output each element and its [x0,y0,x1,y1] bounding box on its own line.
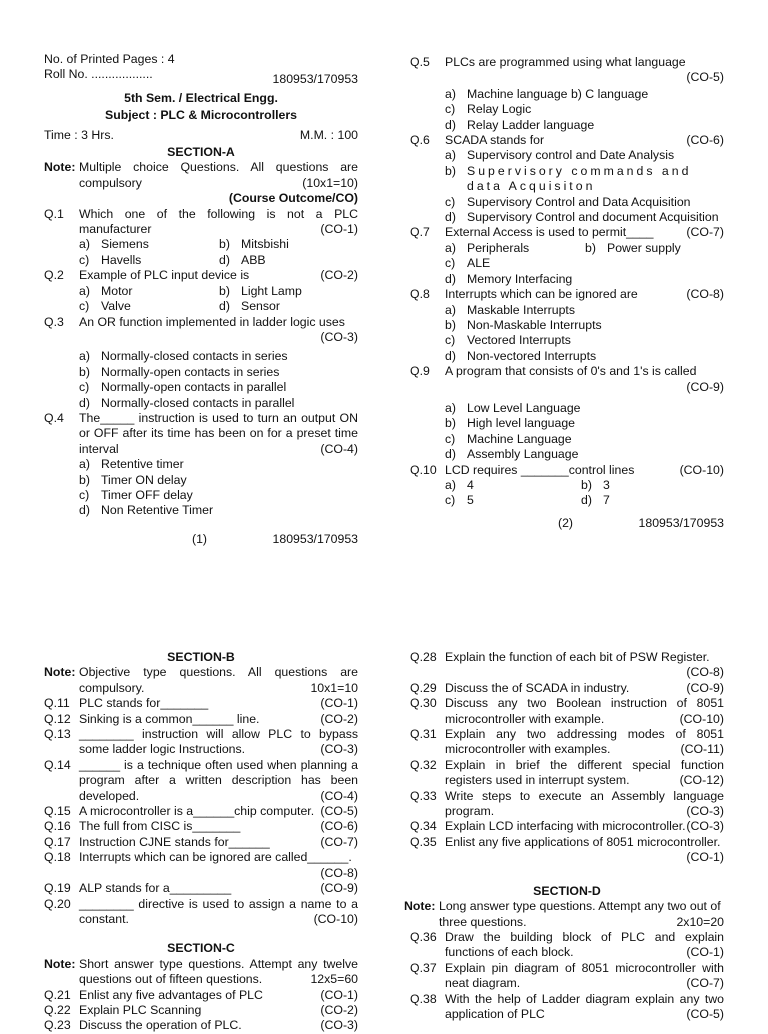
question-text: ______ is a technique often used when planning a program after a written description has been developed. [79,757,358,803]
course-outcome: (Course Outcome/CO) [228,191,358,206]
section-title: SECTION-A [167,145,235,160]
options: a) Retentive timer b) Timer ON delay c) Timer OFF delay d) Non Retentive Timer [79,457,214,518]
section-c-questions [44,988,358,1034]
course-outcome: (CO-8) [320,865,358,880]
question-text: ________ instruction will allow PLC to bypass some ladder logic Instructions. [79,727,358,757]
question-number: Q.18 [44,850,71,865]
options: a) Peripherals b) Power supply c) ALE d) Memory Interfacing [445,240,681,286]
section-d-questions [410,930,724,1022]
question [44,819,358,834]
question-text: Interrupts which can be ignored are called______. [79,850,352,865]
options: a) Siemens b) Mitsbishi c) Havells d) ABB [79,237,289,267]
question-text: With the help of Ladder diagram explain any two application of PLC [445,991,724,1021]
options: a) Motor b) Light Lamp c) Valve d) Sensor [79,283,302,314]
question-number: Q.14 [44,757,71,772]
section-b-title: SECTION-B [167,650,235,664]
subject: Subject : PLC & Microcontrollers [105,108,297,123]
question [410,696,724,727]
course-outcome: (CO-5) [320,804,358,819]
question [44,804,358,819]
question-number: Q.32 [410,757,437,772]
question-number: Q.15 [44,804,71,819]
question-text: PLC stands for_______ [79,696,209,711]
page-number: (1) [192,531,208,546]
question: Q.9 A program that consists of 0's and 1's is called (CO-9) [410,364,724,394]
question-number: Q.36 [410,929,437,944]
section-d-title: SECTION-D [533,883,601,898]
question-text: Enlist any five advantages of PLC [79,987,263,1002]
question-number: Q.28 [410,650,437,664]
question-text: Sinking is a common______ line. [79,711,260,726]
question-number: Q.11 [44,696,70,711]
note: Note: Long answer type questions. Attempt any two out of three questions. 2x10=20 [404,899,724,929]
question-text: Instruction CJNE stands for______ [79,834,270,849]
question-number: Q.33 [410,788,437,803]
question-text: A microcontroller is a______chip computer. [79,804,315,819]
question: Q.7 External Access is used to permit____ (CO-7) [410,225,724,240]
course-outcome: (CO-2) [320,711,358,726]
question-text: Explain PLC Scanning [79,1002,202,1017]
question [44,696,358,711]
time: Time : 3 Hrs. [44,127,114,142]
footer-code: 180953/170953 [272,531,358,546]
roll-no: Roll No. .................. [44,67,153,82]
question [410,789,724,820]
question [410,758,724,789]
course-outcome: (CO-10) [313,911,358,926]
question: Q.6 SCADA stands for (CO-6) [410,133,724,148]
question [410,681,724,696]
question-number: Q.31 [410,727,437,742]
course-outcome: (CO-9) [686,680,724,695]
question-number: Q.12 [44,711,71,726]
course-outcome: (CO-5) [686,1006,724,1021]
page-2: Q.5 PLCs are programmed using what language (CO-5) a) Machine language b) C language c) Relay Logic d) Relay Ladder language Q.6 SCADA stands for (CO-6) a) Supervisory control and Date Analysis b) Supervisory commands and data Acquisiton c) Supervisory Control and Data Acquisition d) Supervisory Control and document Acquisition Q.7 External Access is used to permit____ (CO-7) a) Peripherals b) Power supply c) ALE d) Memory Interfacing Q.8 Interrupts which can be ignored are (CO-8) a) Maskable Interrupts b) Non-Maskable Interrupts c) Vectored Interrupts d) Non-vectored Interrupts Q.9 A program that consists of 0's and 1's is called (CO-9) a) Low Level Language b) High level language c) Machine Language d) Assembly Language Q.10 LCD requires _______control lines (CO-10) a) 4 b) 3 c) 5 d) 7 (2) 180953/170953 [410,55,724,530]
question-text: Enlist any five applications of 8051 microcontroller. [445,834,721,849]
question-text: The full from CISC is_______ [79,819,241,834]
question-number: Q.29 [410,680,437,695]
question-text: Explain LCD interfacing with microcontroller. [445,819,686,834]
question [44,1003,358,1018]
course-outcome: (CO-3) [320,1018,358,1033]
question [44,1018,358,1033]
question: Q.10 LCD requires _______control lines (CO-10) [410,462,724,477]
options: a) Machine language b) C language c) Relay Logic d) Relay Ladder language [445,86,649,132]
question-number: Q.20 [44,896,71,911]
page-footer [410,516,724,531]
course-outcome: (CO-8) [686,665,724,680]
question [44,758,358,804]
question-number: Q.23 [44,1018,71,1033]
question-number: Q.35 [410,834,437,849]
question-text: Draw the building block of PLC and explain functions of each block. [445,929,724,960]
question-number: Q.22 [44,1002,71,1017]
course-outcome: (CO-10) [679,711,724,726]
question-text: Discuss any two Boolean instruction of 8051 microcontroller with example. [445,696,724,726]
course-outcome: (CO-7) [686,976,724,991]
question [410,961,724,992]
question-text: Discuss the of SCADA in industry. [445,680,630,695]
question: Q.1 Which one of the following is not a PLC manufacturer (CO-1) [44,206,358,237]
section-c-questions-cont [410,650,724,866]
options: a) Low Level Language b) High level language c) Machine Language d) Assembly Language [445,400,581,462]
printed-pages: No. of Printed Pages : 4 [44,52,175,66]
course-outcome: (CO-11) [680,742,724,757]
question-number: Q.37 [410,960,437,975]
question [410,835,724,866]
course-outcome: (CO-1) [320,987,358,1002]
question-number: Q.17 [44,834,71,849]
course-outcome: (CO-3) [320,742,358,757]
course-outcome: (CO-12) [679,773,724,788]
page-number: (2) [558,515,574,530]
question-text: Explain any two addressing modes of 8051 microcontroller with examples. [445,727,724,757]
note: Note: Multiple choice Questions. All questions are compulsory (10x1=10) [44,160,358,190]
options: a) Normally-closed contacts in series b) Normally-open contacts in series c) Normally-open contacts in parallel d) Normally-closed contacts in parallel [79,349,295,410]
question-number: Q.38 [410,991,437,1006]
course-outcome: (CO-7) [320,834,358,849]
note: Note: Objective type questions. All questions are compulsory. 10x1=10 [44,665,358,695]
question [44,850,358,881]
options: a) 4 b) 3 c) 5 d) 7 [445,477,610,508]
question [44,881,358,896]
question-number: Q.13 [44,727,71,742]
question-text: Write steps to execute an Assembly language program. [445,788,724,819]
question [44,988,358,1003]
question-text: Explain in brief the different special function registers used in interrupt system. [445,757,724,788]
question [44,727,358,758]
footer-code: 180953/170953 [638,515,724,530]
question: Q.4 The_____ instruction is used to turn an output ON or OFF after its time has been on for a preset time interval (CO-4) [44,410,358,456]
question [410,727,724,758]
course-outcome: (CO-3) [686,819,724,834]
options: a) Maskable Interrupts b) Non-Maskable Interrupts c) Vectored Interrupts d) Non-vectored Interrupts [445,302,602,363]
course-outcome: (CO-1) [320,696,358,711]
question: Q.5 PLCs are programmed using what language [410,55,686,69]
course-outcome: (CO-6) [320,819,358,834]
question [410,650,724,681]
question-number: Q.19 [44,881,71,896]
course-outcome: (CO-3) [686,804,724,819]
page-3 [44,650,358,1034]
question [44,835,358,850]
paper-code: 180953/170953 [272,72,358,87]
question-text: Discuss the operation of PLC. [79,1018,242,1033]
question-number: Q.16 [44,819,71,834]
question: Q.8 Interrupts which can be ignored are (CO-8) [410,287,724,302]
page-1 [44,52,358,547]
page-4 [404,650,724,1022]
question-number: Q.21 [44,987,71,1002]
course-outcome: (CO-1) [686,850,724,865]
course-outcome: (CO-4) [320,788,358,803]
course-outcome: (CO-2) [320,1002,358,1017]
course-outcome: (CO-9) [320,881,358,896]
section-c-title: SECTION-C [167,941,235,956]
question-text: ALP stands for a_________ [79,881,232,896]
question-text: Explain pin diagram of 8051 microcontroller with neat diagram. [445,960,724,991]
question-number: Q.30 [410,696,437,711]
question [410,819,724,834]
question-number: Q.34 [410,819,437,834]
section-b-questions [44,696,358,927]
question [44,712,358,727]
semester: 5th Sem. / Electrical Engg. [124,90,278,105]
page-footer [44,532,358,547]
question [410,992,724,1023]
options: a) Supervisory control and Date Analysis b) Supervisory commands and data Acquisiton c) Supervisory Control and Data Acquisition d) Supervisory Control and document Acquisition [445,148,719,225]
question: Q.2 Example of PLC input device is (CO-2) [44,268,358,283]
question: Q.3 An OR function implemented in ladder logic uses (CO-3) [44,314,358,344]
course-outcome: (CO-1) [686,945,724,960]
question-text: Explain the function of each bit of PSW Register. [445,650,710,664]
question [44,897,358,928]
note: Note: Short answer type questions. Attempt any twelve questions out of fifteen questions. 12x5=60 [44,956,358,987]
question [410,930,724,961]
max-marks: M.M. : 100 [299,127,358,142]
question-text: ________ directive is used to assign a name to a constant. [79,896,358,926]
